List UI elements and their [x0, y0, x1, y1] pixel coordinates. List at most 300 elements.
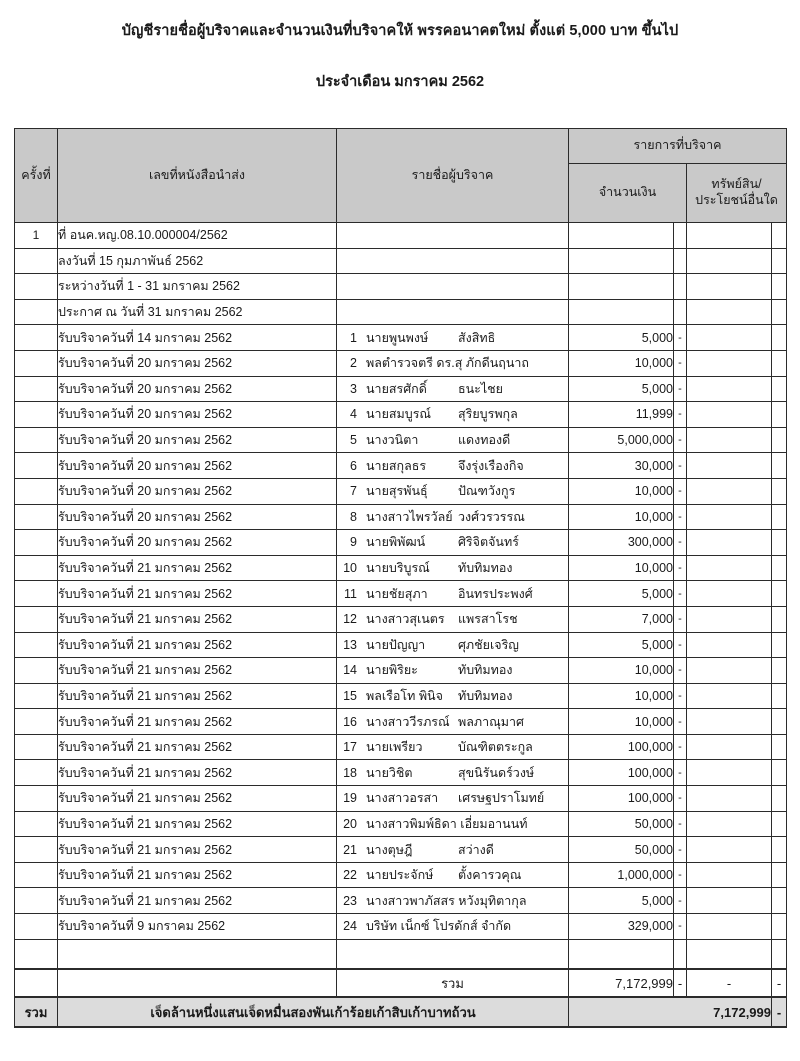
row-asset	[687, 606, 772, 632]
row-amount: 11,999	[569, 402, 674, 428]
table-row	[15, 427, 787, 453]
row-donor-firstname: นายวิชิต	[366, 765, 413, 780]
row-seq-blank	[15, 734, 58, 760]
title-block	[0, 0, 800, 92]
table-row	[15, 581, 787, 607]
meta-seq	[15, 248, 58, 274]
row-donor-lastname: ธนะไชย	[458, 381, 503, 396]
row-asset	[687, 555, 772, 581]
row-seq-blank	[15, 709, 58, 735]
table-row	[15, 683, 787, 709]
row-asset-note	[772, 530, 787, 556]
row-donor-lastname: แพรสาโรช	[458, 612, 518, 627]
row-donor-lastname: สว่างดี	[458, 842, 494, 857]
row-asset-note	[772, 914, 787, 940]
row-donation-date: รับบริจาควันที่ 21 มกราคม 2562	[58, 581, 337, 607]
header-donation-group: รายการที่บริจาค	[569, 129, 787, 164]
row-donor-number: 7	[350, 484, 357, 499]
table-body	[15, 223, 787, 1028]
row-donor-firstname: นายพิพัฒน์	[366, 535, 426, 550]
row-donor-cell	[337, 914, 569, 940]
row-amount-note: -	[674, 606, 687, 632]
row-amount: 10,000	[569, 555, 674, 581]
row-amount: 10,000	[569, 350, 674, 376]
row-donation-date: รับบริจาควันที่ 21 มกราคม 2562	[58, 888, 337, 914]
grand-total-label: รวม	[15, 997, 58, 1027]
row-donor-cell	[337, 555, 569, 581]
sum-amount-note: -	[674, 969, 687, 997]
row-donor-firstname: นางวนิตา	[366, 433, 419, 448]
meta-amount-blank	[569, 248, 674, 274]
row-amount-note: -	[674, 555, 687, 581]
row-amount-note: -	[674, 709, 687, 735]
row-donor-cell	[337, 709, 569, 735]
row-donor-lastname: บัณฑิตตระกูล	[458, 740, 533, 755]
meta-doc-text: ประกาศ ณ วันที่ 31 มกราคม 2562	[58, 299, 337, 325]
sum-asset-note: -	[772, 969, 787, 997]
donation-table-wrapper	[14, 128, 786, 1028]
meta-seq	[15, 299, 58, 325]
row-amount-note: -	[674, 376, 687, 402]
meta-seq	[15, 274, 58, 300]
row-amount: 5,000	[569, 632, 674, 658]
meta-amount-blank	[569, 274, 674, 300]
row-amount: 30,000	[569, 453, 674, 479]
meta-seq: 1	[15, 223, 58, 249]
row-seq-blank	[15, 350, 58, 376]
row-amount-note: -	[674, 734, 687, 760]
row-donor-number: 16	[343, 714, 357, 729]
row-asset-note	[772, 734, 787, 760]
row-amount-note: -	[674, 453, 687, 479]
row-asset	[687, 453, 772, 479]
row-amount: 10,000	[569, 709, 674, 735]
row-donation-date: รับบริจาควันที่ 20 มกราคม 2562	[58, 530, 337, 556]
row-donor-cell	[337, 453, 569, 479]
row-seq-blank	[15, 606, 58, 632]
row-donor-number: 12	[343, 612, 357, 627]
row-donor-lastname: สังสิทธิ	[458, 330, 496, 345]
row-donor-cell	[337, 632, 569, 658]
row-asset	[687, 709, 772, 735]
row-donor-name: นางสาวพิมพ์ธิดา เอี่ยมอานนท์	[366, 816, 528, 831]
row-seq-blank	[15, 530, 58, 556]
row-donor-number: 21	[343, 842, 357, 857]
row-asset	[687, 658, 772, 684]
table-row	[15, 530, 787, 556]
row-asset	[687, 760, 772, 786]
meta-gap2-blank	[772, 223, 787, 249]
row-donor-number: 23	[343, 893, 357, 908]
row-donor-number: 15	[343, 688, 357, 703]
row-asset-note	[772, 581, 787, 607]
meta-doc-text: ลงวันที่ 15 กุมภาพันธ์ 2562	[58, 248, 337, 274]
row-seq-blank	[15, 632, 58, 658]
row-seq-blank	[15, 683, 58, 709]
row-donation-date: รับบริจาควันที่ 20 มกราคม 2562	[58, 402, 337, 428]
row-asset-note	[772, 350, 787, 376]
row-seq-blank	[15, 402, 58, 428]
meta-gap-blank	[674, 299, 687, 325]
meta-row	[15, 223, 787, 249]
sum-label: รวม	[337, 969, 569, 997]
row-donor-lastname: สุริยบูรพกุล	[458, 407, 518, 422]
row-asset-note	[772, 811, 787, 837]
meta-name-blank	[337, 299, 569, 325]
header-seq: ครั้งที่	[15, 129, 58, 223]
table-row	[15, 325, 787, 351]
row-amount: 100,000	[569, 786, 674, 812]
row-asset-note	[772, 683, 787, 709]
row-donor-cell	[337, 888, 569, 914]
row-donor-number: 2	[350, 356, 357, 371]
row-donor-lastname: พลภาณุมาศ	[458, 714, 524, 729]
row-donor-number: 13	[343, 637, 357, 652]
row-donor-lastname: วงศ์วรวรรณ	[458, 509, 525, 524]
row-amount-note: -	[674, 325, 687, 351]
header-asset	[687, 164, 787, 223]
row-donor-number: 24	[343, 919, 357, 934]
table-row	[15, 606, 787, 632]
row-donation-date: รับบริจาควันที่ 20 มกราคม 2562	[58, 478, 337, 504]
row-donor-number: 20	[343, 816, 357, 831]
row-amount: 10,000	[569, 478, 674, 504]
row-donor-number: 3	[350, 381, 357, 396]
table-row	[15, 837, 787, 863]
row-amount-note: -	[674, 760, 687, 786]
row-donor-cell	[337, 376, 569, 402]
row-amount-note: -	[674, 658, 687, 684]
row-donor-lastname: เศรษฐปราโมทย์	[458, 791, 545, 806]
row-donation-date: รับบริจาควันที่ 20 มกราคม 2562	[58, 376, 337, 402]
row-asset	[687, 632, 772, 658]
row-donor-cell	[337, 734, 569, 760]
row-asset	[687, 581, 772, 607]
row-donor-firstname: นายสมบูรณ์	[366, 407, 432, 422]
table-row	[15, 888, 787, 914]
row-donor-firstname: นางสาววีรภรณ์	[366, 714, 450, 729]
row-donor-number: 17	[343, 740, 357, 755]
row-donor-number: 19	[343, 791, 357, 806]
row-donor-lastname: ปัณฑวังกูร	[458, 484, 516, 499]
table-row	[15, 555, 787, 581]
blank-cell-3	[569, 939, 674, 969]
row-amount-note: -	[674, 350, 687, 376]
table-row	[15, 658, 787, 684]
row-asset-note	[772, 658, 787, 684]
row-seq-blank	[15, 427, 58, 453]
row-asset	[687, 862, 772, 888]
row-seq-blank	[15, 760, 58, 786]
row-asset	[687, 914, 772, 940]
row-donor-cell	[337, 862, 569, 888]
row-donor-number: 5	[350, 433, 357, 448]
row-seq-blank	[15, 837, 58, 863]
blank-cell-1	[58, 939, 337, 969]
table-row	[15, 760, 787, 786]
row-donation-date: รับบริจาควันที่ 9 มกราคม 2562	[58, 914, 337, 940]
row-amount-note: -	[674, 786, 687, 812]
row-asset-note	[772, 632, 787, 658]
row-donor-lastname: ศุภชัยเจริญ	[458, 637, 519, 652]
row-donor-cell	[337, 350, 569, 376]
page-title: บัญชีรายชื่อผู้บริจาคและจำนวนเงินที่บริจาคให้ พรรคอนาคตใหม่ ตั้งแต่ 5,000 บาท ขึ้นไป	[121, 23, 679, 39]
row-asset-note	[772, 402, 787, 428]
row-amount: 1,000,000	[569, 862, 674, 888]
table-row	[15, 478, 787, 504]
row-donor-firstname: นายชัยสุภา	[366, 586, 428, 601]
sum-row	[15, 969, 787, 997]
row-asset-note	[772, 376, 787, 402]
row-donor-firstname: นางสาวไพรวัลย์	[366, 509, 453, 524]
row-amount: 5,000,000	[569, 427, 674, 453]
row-donor-firstname: นางตุษฎี	[366, 842, 413, 857]
row-donor-lastname: ทับทิมทอง	[458, 688, 513, 703]
row-donor-cell	[337, 837, 569, 863]
row-asset-note	[772, 478, 787, 504]
row-amount-note: -	[674, 914, 687, 940]
row-amount: 329,000	[569, 914, 674, 940]
row-donor-number: 22	[343, 868, 357, 883]
blank-cell-5	[687, 939, 772, 969]
row-donation-date: รับบริจาควันที่ 20 มกราคม 2562	[58, 427, 337, 453]
page-subtitle: ประจำเดือน มกราคม 2562	[315, 73, 485, 90]
row-donor-number: 1	[350, 330, 357, 345]
row-donor-cell	[337, 478, 569, 504]
row-donor-firstname: นายปัญญา	[366, 637, 426, 652]
row-amount: 5,000	[569, 376, 674, 402]
row-donor-cell	[337, 606, 569, 632]
meta-row	[15, 274, 787, 300]
row-donor-cell	[337, 760, 569, 786]
row-amount-note: -	[674, 427, 687, 453]
row-asset-note	[772, 888, 787, 914]
row-donor-firstname: พลเรือโท พินิจ	[366, 688, 443, 703]
row-donor-firstname: นายสรศักดิ์	[366, 381, 427, 396]
row-donor-number: 8	[350, 509, 357, 524]
row-donation-date: รับบริจาควันที่ 21 มกราคม 2562	[58, 658, 337, 684]
meta-asset-blank	[687, 223, 772, 249]
table-row	[15, 402, 787, 428]
row-asset	[687, 402, 772, 428]
row-amount-note: -	[674, 581, 687, 607]
row-amount-note: -	[674, 862, 687, 888]
row-donation-date: รับบริจาควันที่ 21 มกราคม 2562	[58, 786, 337, 812]
row-asset-note	[772, 709, 787, 735]
row-donor-number: 4	[350, 407, 357, 422]
row-donor-firstname: นางสาวอรสา	[366, 791, 439, 806]
row-donor-firstname: นายสุรพันธุ์	[366, 484, 428, 499]
row-asset	[687, 504, 772, 530]
row-seq-blank	[15, 658, 58, 684]
row-donor-firstname: นายพูนพงษ์	[366, 330, 429, 345]
row-donor-cell	[337, 683, 569, 709]
row-donor-lastname: อินทรประพงศ์	[458, 586, 533, 601]
row-amount-note: -	[674, 530, 687, 556]
row-donation-date: รับบริจาควันที่ 21 มกราคม 2562	[58, 760, 337, 786]
row-amount-note: -	[674, 402, 687, 428]
row-donor-cell	[337, 811, 569, 837]
row-seq-blank	[15, 888, 58, 914]
row-seq-blank	[15, 786, 58, 812]
row-seq-blank	[15, 453, 58, 479]
row-amount: 50,000	[569, 837, 674, 863]
meta-name-blank	[337, 248, 569, 274]
row-seq-blank	[15, 325, 58, 351]
table-row	[15, 504, 787, 530]
row-donor-firstname: นายบริบูรณ์	[366, 561, 430, 576]
blank-cell-0	[15, 939, 58, 969]
row-donor-number: 9	[350, 535, 357, 550]
grand-total-note: -	[772, 997, 787, 1027]
row-donor-cell	[337, 504, 569, 530]
meta-gap2-blank	[772, 274, 787, 300]
grand-total-amount: 7,172,999	[569, 997, 772, 1027]
sum-asset: -	[687, 969, 772, 997]
row-amount-note: -	[674, 837, 687, 863]
row-asset-note	[772, 862, 787, 888]
row-donor-cell	[337, 402, 569, 428]
meta-name-blank	[337, 274, 569, 300]
meta-gap-blank	[674, 274, 687, 300]
row-donation-date: รับบริจาควันที่ 21 มกราคม 2562	[58, 632, 337, 658]
row-seq-blank	[15, 581, 58, 607]
table-row	[15, 786, 787, 812]
meta-gap-blank	[674, 248, 687, 274]
row-donor-cell	[337, 325, 569, 351]
table-row	[15, 709, 787, 735]
row-donor-cell	[337, 658, 569, 684]
meta-asset-blank	[687, 248, 772, 274]
row-donor-cell	[337, 427, 569, 453]
row-donor-name: บริษัท เน็กซ์ โปรดักส์ จำกัด	[366, 919, 512, 934]
row-donor-lastname: ศิริจิตจันทร์	[458, 535, 519, 550]
grand-total-row	[15, 997, 787, 1027]
row-donor-number: 18	[343, 765, 357, 780]
row-amount: 10,000	[569, 683, 674, 709]
row-donation-date: รับบริจาควันที่ 20 มกราคม 2562	[58, 350, 337, 376]
blank-row	[15, 939, 787, 969]
table-row	[15, 914, 787, 940]
meta-amount-blank	[569, 223, 674, 249]
row-asset	[687, 530, 772, 556]
table-row	[15, 811, 787, 837]
header-doc-no: เลขที่หนังสือนำส่ง	[58, 129, 337, 223]
row-asset-note	[772, 325, 787, 351]
row-seq-blank	[15, 478, 58, 504]
table-row	[15, 453, 787, 479]
row-asset	[687, 325, 772, 351]
row-donor-cell	[337, 581, 569, 607]
row-donor-lastname: สุขนิรันดร์วงษ์	[458, 765, 535, 780]
meta-asset-blank	[687, 299, 772, 325]
row-asset-note	[772, 837, 787, 863]
row-asset	[687, 427, 772, 453]
row-amount: 100,000	[569, 760, 674, 786]
row-amount: 5,000	[569, 581, 674, 607]
row-donor-number: 11	[344, 586, 357, 601]
row-donation-date: รับบริจาควันที่ 21 มกราคม 2562	[58, 862, 337, 888]
table-row	[15, 376, 787, 402]
sum-total-amount: 7,172,999	[569, 969, 674, 997]
meta-row	[15, 248, 787, 274]
row-donation-date: รับบริจาควันที่ 21 มกราคม 2562	[58, 709, 337, 735]
row-asset	[687, 811, 772, 837]
row-asset-note	[772, 453, 787, 479]
row-donation-date: รับบริจาควันที่ 20 มกราคม 2562	[58, 504, 337, 530]
meta-gap2-blank	[772, 248, 787, 274]
row-asset	[687, 350, 772, 376]
grand-total-in-words: เจ็ดล้านหนึ่งแสนเจ็ดหมื่นสองพันเก้าร้อยเก้าสิบเก้าบาทถ้วน	[58, 997, 569, 1027]
table-row	[15, 862, 787, 888]
table-header	[15, 129, 787, 223]
meta-asset-blank	[687, 274, 772, 300]
row-donation-date: รับบริจาควันที่ 21 มกราคม 2562	[58, 683, 337, 709]
row-donor-name: นางสาวพาภัสสร หวังมุทิตากุล	[366, 893, 527, 908]
row-donor-lastname: ทับทิมทอง	[458, 561, 513, 576]
row-donation-date: รับบริจาควันที่ 21 มกราคม 2562	[58, 811, 337, 837]
row-amount-note: -	[674, 811, 687, 837]
row-amount: 5,000	[569, 888, 674, 914]
row-asset	[687, 734, 772, 760]
row-asset	[687, 837, 772, 863]
table-row	[15, 632, 787, 658]
row-donor-firstname: นางสาวสุเนตร	[366, 612, 445, 627]
header-row-group	[15, 129, 787, 164]
row-amount: 50,000	[569, 811, 674, 837]
row-amount-note: -	[674, 504, 687, 530]
row-donor-number: 14	[343, 663, 357, 678]
meta-gap-blank	[674, 223, 687, 249]
row-amount-note: -	[674, 683, 687, 709]
row-asset-note	[772, 555, 787, 581]
meta-amount-blank	[569, 299, 674, 325]
header-donor-name: รายชื่อผู้บริจาค	[337, 129, 569, 223]
row-asset	[687, 683, 772, 709]
table-row	[15, 350, 787, 376]
row-donation-date: รับบริจาควันที่ 21 มกราคม 2562	[58, 606, 337, 632]
row-asset-note	[772, 504, 787, 530]
meta-gap2-blank	[772, 299, 787, 325]
meta-doc-text: ระหว่างวันที่ 1 - 31 มกราคม 2562	[58, 274, 337, 300]
row-asset	[687, 888, 772, 914]
row-asset	[687, 376, 772, 402]
blank-cell-2	[337, 939, 569, 969]
meta-row	[15, 299, 787, 325]
row-seq-blank	[15, 811, 58, 837]
donation-table	[14, 128, 787, 1028]
row-donation-date: รับบริจาควันที่ 21 มกราคม 2562	[58, 555, 337, 581]
row-donor-lastname: ตั้งคารวคุณ	[458, 868, 522, 883]
blank-cell-6	[772, 939, 787, 969]
row-seq-blank	[15, 555, 58, 581]
row-donor-lastname: แดงทองดี	[458, 433, 511, 448]
row-seq-blank	[15, 914, 58, 940]
header-amount: จำนวนเงิน	[569, 164, 687, 223]
row-amount-note: -	[674, 632, 687, 658]
row-asset-note	[772, 760, 787, 786]
row-donor-lastname: จึงรุ่งเรืองกิจ	[458, 458, 524, 473]
row-asset-note	[772, 786, 787, 812]
row-seq-blank	[15, 376, 58, 402]
row-seq-blank	[15, 862, 58, 888]
header-asset-line1: ทรัพย์สิน/	[711, 177, 762, 192]
blank-cell-4	[674, 939, 687, 969]
row-donor-firstname: นายสกุลธร	[366, 458, 427, 473]
row-donor-cell	[337, 786, 569, 812]
row-donor-cell	[337, 530, 569, 556]
row-donor-number: 6	[350, 458, 357, 473]
